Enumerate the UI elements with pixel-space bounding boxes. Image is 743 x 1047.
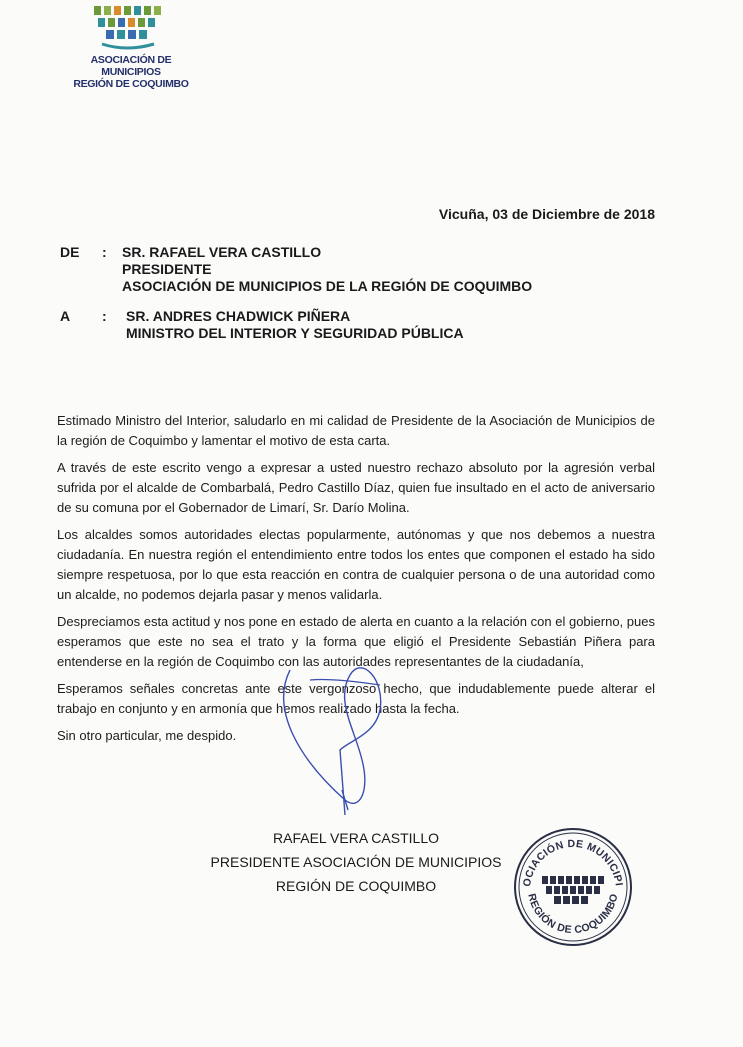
stamp-seal-icon <box>512 826 634 948</box>
logo-line-1: ASOCIACIÓN DE MUNICIPIOS <box>90 54 172 78</box>
stamp-top-text: OCIACIÓN DE MUNICIPI <box>521 837 625 888</box>
from-colon: : <box>102 244 107 260</box>
to-name: SR. ANDRES CHADWICK PIÑERA <box>126 308 351 324</box>
from-name: SR. RAFAEL VERA CASTILLO <box>122 244 322 260</box>
paragraph: Esperamos señales concretas ante este vergonzoso hecho, que indudablemente puede alterar el trabajo en conjunto y en armonía que hemos realizado hasta la fecha. <box>57 681 655 716</box>
signature-title: PRESIDENTE ASOCIACIÓN DE MUNICIPIOS <box>210 854 502 870</box>
signature-region: REGIÓN DE COQUIMBO <box>275 878 437 894</box>
association-logo <box>66 4 196 90</box>
paragraph: Los alcaldes somos autoridades electas popularmente, autónomas y que nos debemos a nuestra ciudadanía. En nuestra región el entendimiento entre todos los entes que componen el estado ha sido siempre respetuosa, por lo que esta reacción en contra de cualquier persona o de una autoridad como un alcalde, no podemos dejarla pasar y menos validarla. <box>57 527 655 602</box>
paragraph: Despreciamos esta actitud y nos pone en estado de alerta en cuanto a la relación con el gobierno, pues esperamos que este no sea el trato y la forma que eligió el Presidente Sebastián Piñera para entenderse en la región de Coquimbo con las autoridades representantes de la ciudadanía, <box>57 614 655 669</box>
logo-line-2: REGIÓN DE COQUIMBO <box>73 78 189 90</box>
handwritten-signature <box>250 640 410 830</box>
signature-name: RAFAEL VERA CASTILLO <box>273 830 439 846</box>
to-label: A <box>60 308 71 324</box>
from-label: DE <box>60 244 80 260</box>
paragraph: Estimado Ministro del Interior, saludarlo en mi calidad de Presidente de la Asociación de Municipios de la región de Coquimbo y lamentar el motivo de esta carta. <box>57 413 655 448</box>
from-lines <box>122 244 532 295</box>
logo-text <box>66 54 196 90</box>
paragraph: A través de este escrito vengo a expresar a usted nuestro rechazo absoluto por la agresión verbal sufrida por el alcalde de Combarbalá, Pedro Castillo Díaz, quien fue insultado en el acto de aniversario de su comuna por el Gobernador de Limarí, Sr. Darío Molina. <box>57 460 655 515</box>
from-block <box>60 244 660 299</box>
stamp-bottom-text: REGIÓN DE COQUIMBO <box>525 892 621 937</box>
official-stamp <box>512 826 634 948</box>
to-title: MINISTRO DEL INTERIOR Y SEGURIDAD PÚBLICA <box>126 325 464 341</box>
from-org: ASOCIACIÓN DE MUNICIPIOS DE LA REGIÓN DE COQUIMBO <box>122 278 533 294</box>
letter-date: Vicuña, 03 de Diciembre de 2018 <box>438 206 655 222</box>
logo-emblem-icon <box>92 4 170 50</box>
signature-block <box>200 826 512 898</box>
paragraph: Sin otro particular, me despido. <box>57 728 237 743</box>
from-title: PRESIDENTE <box>122 261 212 277</box>
to-block <box>60 308 660 348</box>
to-colon: : <box>102 308 107 324</box>
to-lines <box>126 308 464 342</box>
